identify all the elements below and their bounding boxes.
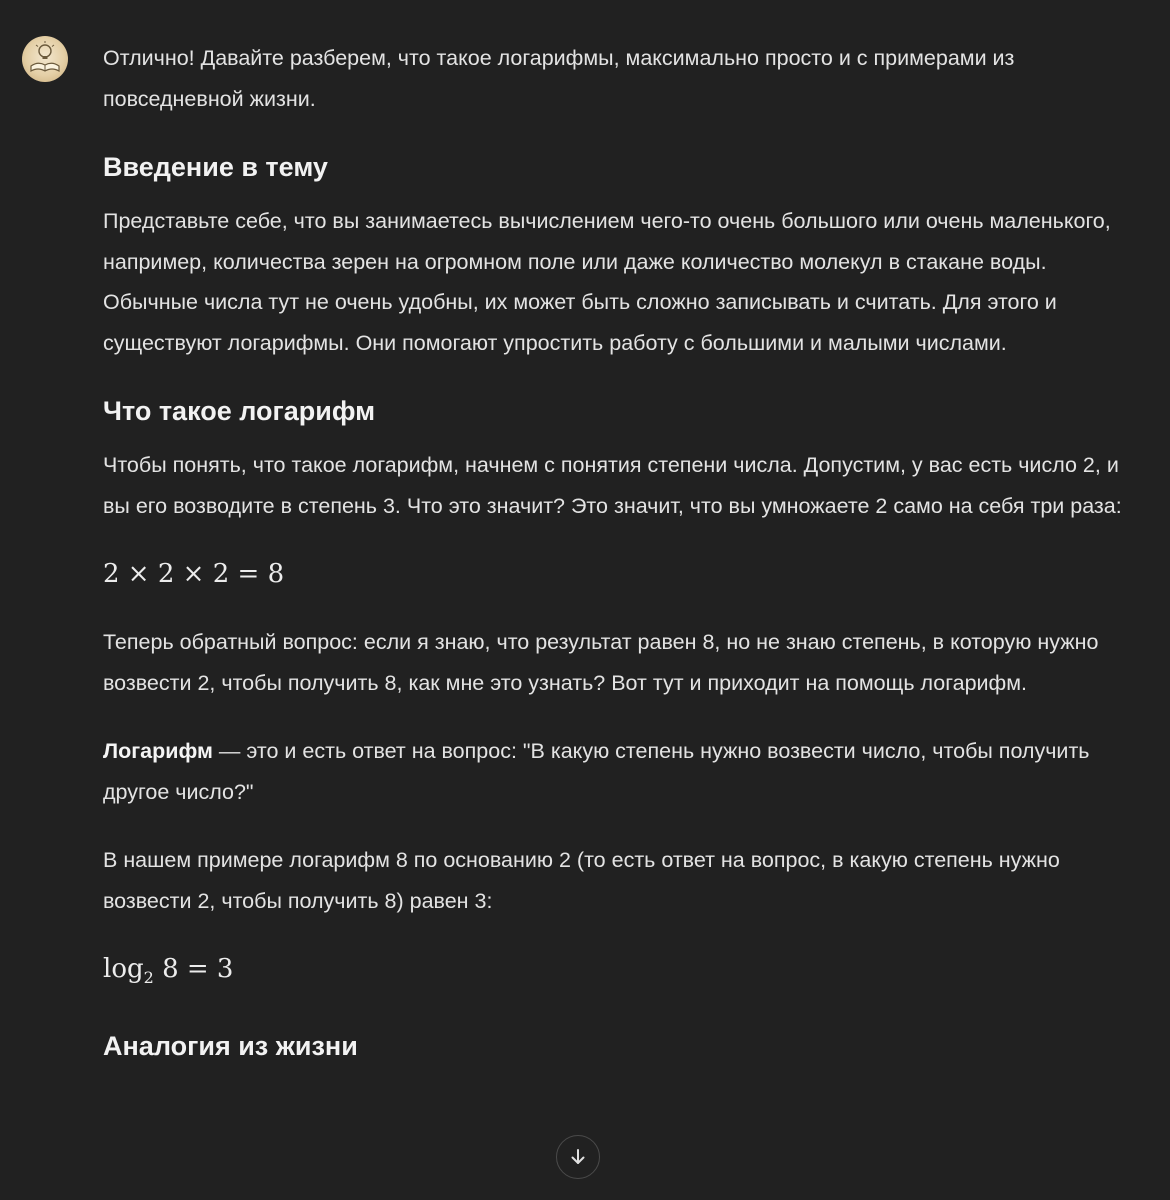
formula-log-base: 2 bbox=[143, 968, 154, 987]
assistant-message bbox=[103, 38, 1143, 1080]
reverse-question-paragraph: Теперь обратный вопрос: если я знаю, что результат равен 8, но не знаю степень, в которую нужно возвести 2, чтобы получить 8, как мне это узнать? Вот тут и приходит на помощь логарифм. bbox=[103, 630, 1099, 695]
section-heading-what-is-log: Что такое логарифм bbox=[103, 396, 376, 426]
section-heading-analogy: Аналогия из жизни bbox=[103, 1031, 358, 1061]
intro-section-paragraph: Представьте себе, что вы занимаетесь вычислением чего-то очень большого или очень маленького, например, количества зерен на огромном поле или даже количество молекул в стакане воды. Обычные числа тут не очень удобны, их может быть сложно записывать и считать. Для этого и существуют логарифмы. Они помогают упростить работу с большими и малыми числами. bbox=[103, 209, 1111, 355]
power-explanation-paragraph: Чтобы понять, что такое логарифм, начнем с понятия степени числа. Допустим, у вас есть число 2, и вы его возводите в степень 3. Что это значит? Это значит, что вы умножаете 2 само на себя три раза: bbox=[103, 453, 1122, 518]
book-lightbulb-icon bbox=[22, 36, 68, 82]
definition-text: — это и есть ответ на вопрос: "В какую степень нужно возвести число, чтобы получить другое число?" bbox=[103, 739, 1090, 804]
formula-log-func: log bbox=[103, 954, 144, 984]
intro-paragraph: Отлично! Давайте разберем, что такое логарифмы, максимально просто и с примерами из повседневной жизни. bbox=[103, 46, 1015, 111]
section-heading-intro: Введение в тему bbox=[103, 152, 328, 182]
scroll-to-bottom-button[interactable] bbox=[556, 1135, 600, 1179]
definition-term: Логарифм bbox=[103, 739, 213, 763]
assistant-avatar bbox=[22, 36, 68, 82]
formula-log bbox=[103, 949, 1143, 998]
example-paragraph: В нашем примере логарифм 8 по основанию 2 (то есть ответ на вопрос, в какую степень нужно возвести 2, чтобы получить 8) равен 3: bbox=[103, 848, 1060, 913]
formula-log-rest: 8 = 3 bbox=[153, 954, 234, 984]
formula-power: 2 × 2 × 2 = 8 bbox=[103, 559, 285, 589]
arrow-down-icon bbox=[568, 1147, 588, 1167]
definition-paragraph bbox=[103, 731, 1143, 812]
